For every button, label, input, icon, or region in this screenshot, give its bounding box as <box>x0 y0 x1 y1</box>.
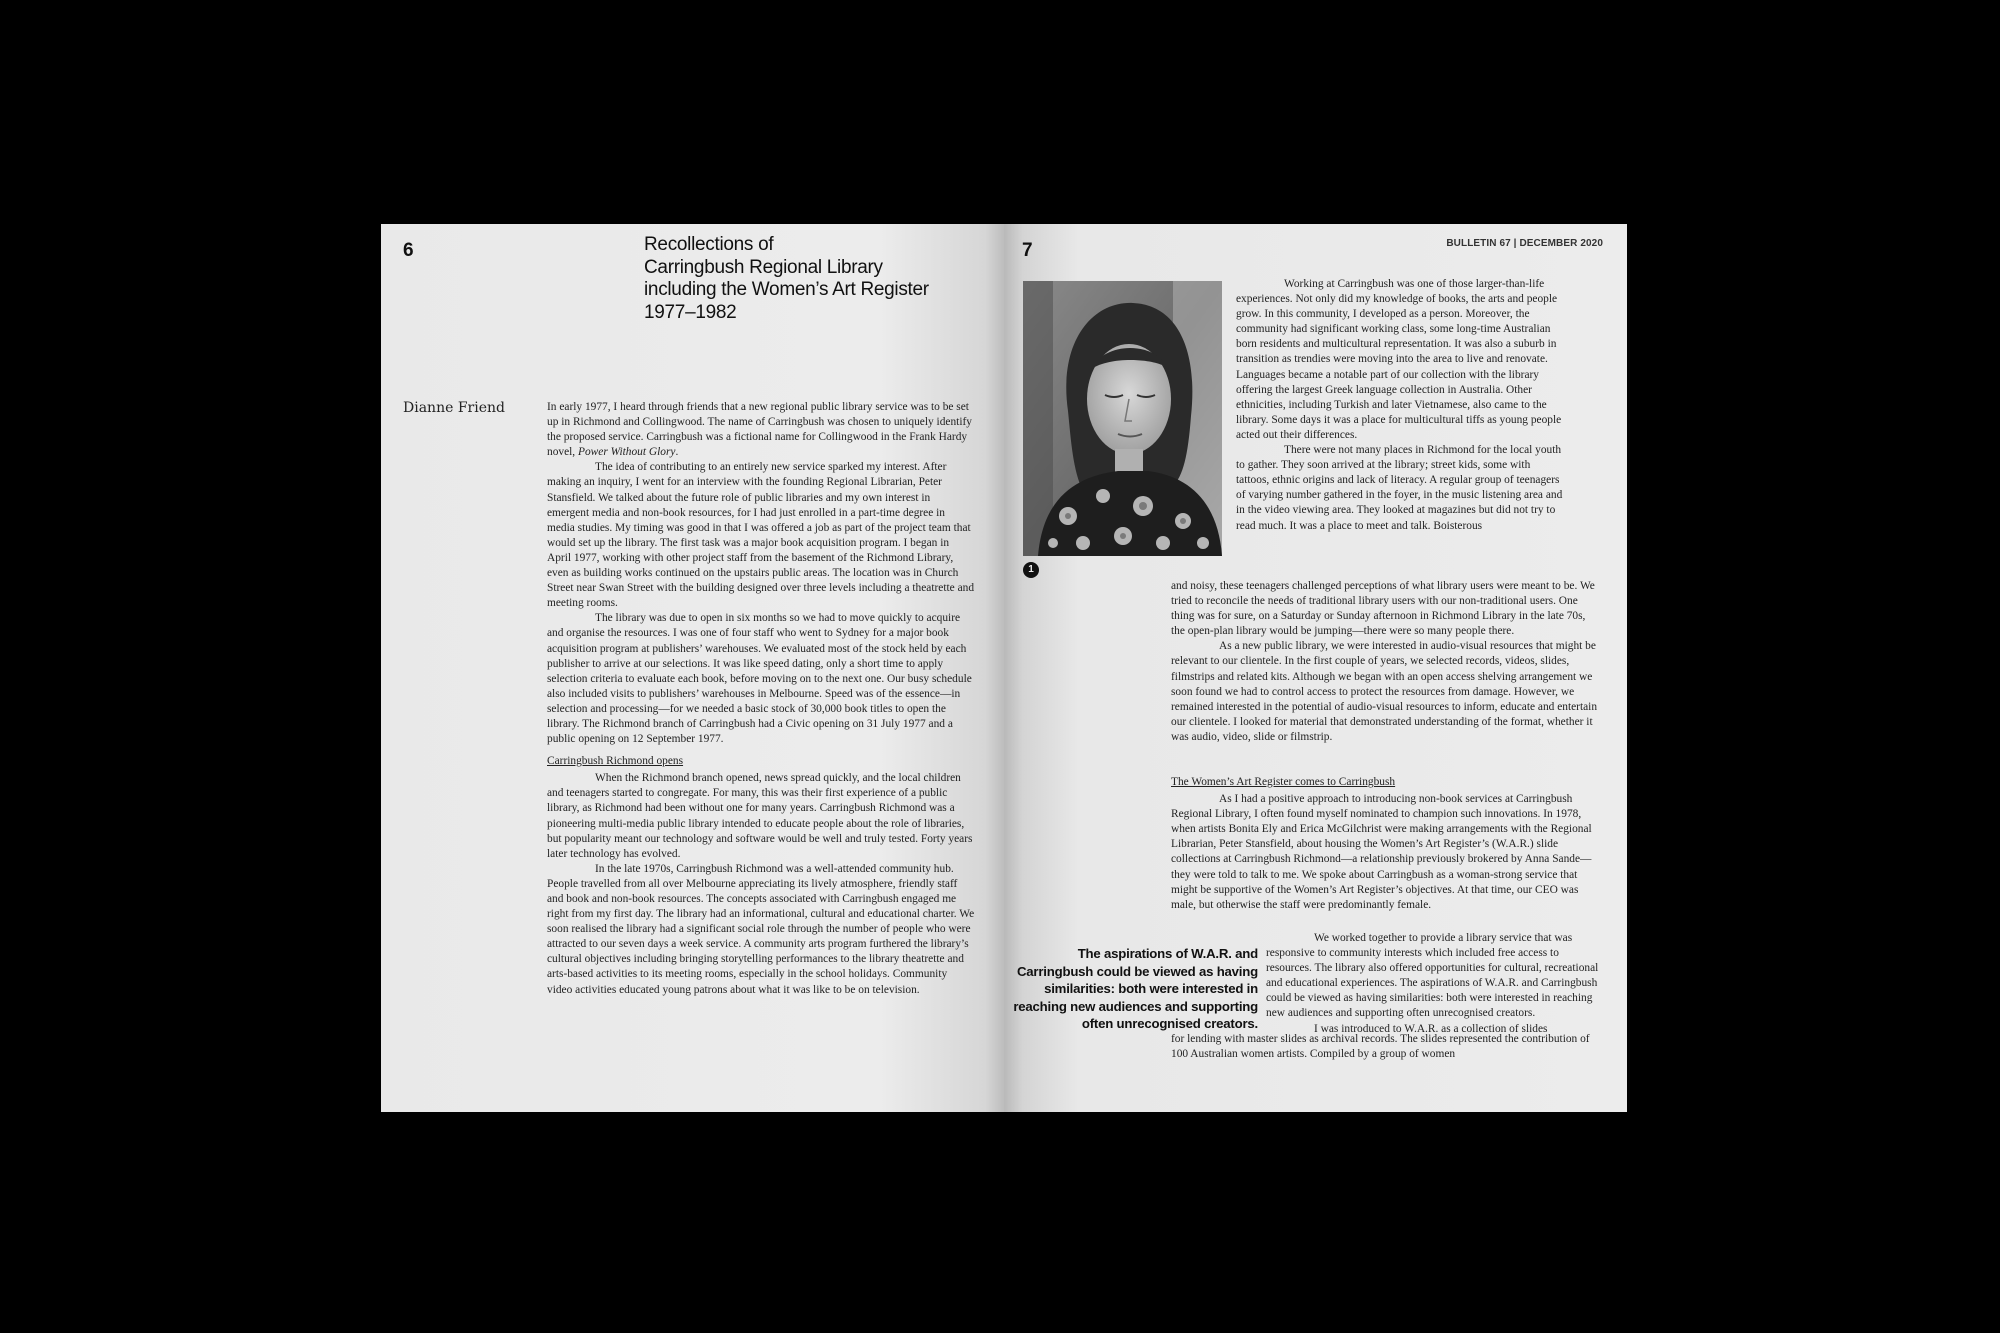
paragraph-working: Working at Carringbush was one of those larger-than-life experiences. Not only did my knowledge of books, the arts and people grow. In this community, I developed as a person. Moreover, the community had significant working class, some long-time Australian born residents and multicultural representation. It was also a suburb in transition as trendies were moving into the area to live and renovate. Languages became a notable part of our collection with the library offering the largest Greek language collection in Australia. Other ethnicities, including Turkish and later Vietnamese, also came to the library. Some days it was a place for multicultural tiffs as young people acted out their differences. <box>1236 278 1562 441</box>
title-line-2: Carringbush Regional Library <box>644 256 883 278</box>
paragraph-youth: There were not many places in Richmond for the local youth to gather. They soon arrived at the library; street kids, some with tattoos, ethnic origins and lack of literacy. A regular group of teenagers of varying number gathered in the foyer, in the music listening area and in the video viewing area. They looked at magazines but did not try to read much. It was a place to meet and talk. Boisterous <box>1236 444 1563 532</box>
right-column-bottom <box>1171 1032 1601 1062</box>
paragraph-introduced: I was introduced to W.A.R. as a collection of slides <box>1314 1022 1548 1035</box>
paragraph-3: The library was due to open in six months so we had to move quickly to acquire and organise the resources. I was one of four staff who went to Sydney for a major book acquisition program at publishers’ warehouses. We evaluated most of the stock held by each publisher to arrive at our selections. It was like speed dating, only a short time to apply selection criteria to evaluate each book, before moving on to the next one. Our busy schedule also included visits to publishers’ warehouses in Melbourne. Speed was of the essence—in selection and processing—for we needed a basic stock of 30,000 book titles to open the library. The Richmond branch of Carringbush had a Civic opening on 31 July 1977 and a public opening on 12 September 1977. <box>547 612 972 746</box>
right-column-top <box>1236 277 1566 534</box>
title-line-3: including the Women’s Art Register <box>644 279 929 300</box>
right-column-narrow <box>1266 931 1600 1037</box>
title-line-1: Recollections of <box>644 234 774 255</box>
book-title: Power Without Glory <box>578 446 676 459</box>
page-number-right: 7 <box>1022 240 1033 261</box>
paragraph-lending: for lending with master slides as archival records. The slides represented the contribution of 100 Australian women artists. Compiled by a group of women <box>1171 1033 1590 1061</box>
paragraph-2: The idea of contributing to an entirely new service sparked my interest. After making an inquiry, I went for an interview with the founding Regional Librarian, Peter Stansfield. We talked about the future role of public libraries and my own interest in emergent media and non-book resources, for I had just enrolled in a part-time degree in media studies. My timing was good in that I was offered a job as part of the project team that would set up the library. The first task was a major book acquisition program. I began in April 1977, working with other project staff from the basement of the Richmond Library, even as building works continued on the upstairs public areas. The location was in Church Street near Swan Street with the building designed over three levels including a theatrette and meeting rooms. <box>547 461 975 610</box>
paragraph-worked-together: We worked together to provide a library service that was responsive to community interests which included free access to resources. The library also offered opportunities for cultural, recreational and educational experiences. The aspirations of W.A.R. and Carringbush could be viewed as having similarities: both were interested in reaching new audiences and supporting often unrecognised creators. <box>1266 932 1599 1020</box>
portrait-photo <box>1023 281 1222 556</box>
paragraph-noisy: and noisy, these teenagers challenged perceptions of what library users were meant to be. We tried to reconcile the needs of traditional library users with our non-traditional users. One thing was for sure, on a Saturday or Sunday afternoon in Richmond Library in the late 70s, the open-plan library would be jumping—there were so many people there. <box>1171 580 1595 638</box>
right-column-mid <box>1171 579 1601 745</box>
paragraph-audio-visual: As a new public library, we were interested in audio-visual resources that might be relevant to our clientele. In the first couple of years, we selected records, videos, slides, filmstrips and related kits. Although we began with an open access shelving arrangement we soon found we had to control access to protect the resources from damage. However, we remained interested in the potential of audio-visual resources to inform, educate and entertain our clientele. I looked for material that demonstrated understanding of the format, whether it was audio, video, slide or filmstrip. <box>1171 640 1598 743</box>
subheading-war: The Women’s Art Register comes to Carringbush <box>1171 776 1396 788</box>
page-number-left: 6 <box>403 240 414 261</box>
title-line-4: 1977–1982 <box>644 301 737 323</box>
subheading-richmond-opens: Carringbush Richmond opens <box>547 755 684 768</box>
paragraph-positive-approach: As I had a positive approach to introducing non-book services at Carringbush Regional Library, I often found myself nominated to champion such innovations. In 1978, when artists Bonita Ely and Erica McGilchrist were making arrangements with the Regional Librarian, Peter Stansfield, about housing the Women’s Art Register’s (W.A.R.) slide collections at Carringbush Richmond—a relationship previously brokered by Anna Sande—they were told to talk to me. We spoke about Carringbush as a woman-strong service that might be supportive of the Women’s Art Register’s objectives. At that time, our CEO was male, but otherwise the staff were predominantly female. <box>1171 793 1592 911</box>
bulletin-header: BULLETIN 67 | DECEMBER 2020 <box>1446 238 1603 249</box>
left-page <box>381 224 1004 1112</box>
article-title <box>644 234 964 324</box>
paragraph-4: When the Richmond branch opened, news spread quickly, and the local children and teenagers started to congregate. For many, this was their first experience of a public library, as Richmond had been without one for many years. Carringbush Richmond was a pioneering multi-media public library intended to educate people about the role of libraries, but popularity meant our technology and software would be well and truly tested. Forty years later technology has evolved. <box>547 772 973 860</box>
right-page <box>1004 224 1627 1112</box>
right-subsection <box>1171 775 1601 913</box>
paragraph-1: In early 1977, I heard through friends that a new regional public library service was to be set up in Richmond and Collingwood. The name of Carringbush was chosen to uniquely identify the proposed service. Carringbush was a fictional name for Collingwood in the Frank Hardy novel, Power Without Glory. <box>547 401 972 459</box>
paragraph-5: In the late 1970s, Carringbush Richmond was a well-attended community hub. People travelled from all over Melbourne appreciating its lively atmosphere, friendly staff and book and non-book resources. The concepts associated with Carringbush engaged me right from my first day. The library had an informational, cultural and educational charter. We soon realised the library had a significant social role through the number of people who were attracted to our seven days a week service. A community arts program furthered the library’s cultural objectives including bringing storytelling performances to the library theatrette and arts-based activities to its meeting rooms, especially in the school holidays. Community video activities educated young patrons about what it was like to be on television. <box>547 862 975 996</box>
figure-number-badge: 1 <box>1023 562 1039 578</box>
left-body-column <box>547 400 975 998</box>
author-name: Dianne Friend <box>403 400 505 416</box>
pull-quote: The aspirations of W.A.R. and Carringbush could be viewed as having similarities: both were interested in reaching new audiences and supporting often unrecognised creators. <box>1013 946 1258 1031</box>
